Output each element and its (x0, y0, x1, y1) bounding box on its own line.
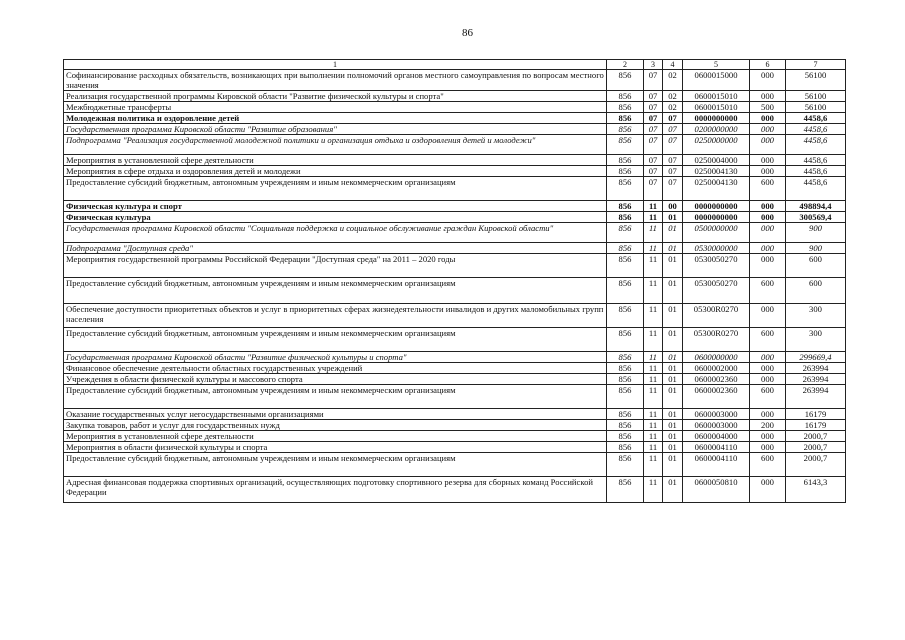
cell-expense-type: 000 (750, 254, 786, 278)
cell-name: Физическая культура (64, 212, 607, 223)
cell-subsection: 01 (663, 409, 683, 420)
cell-department: 856 (607, 453, 644, 477)
cell-subsection: 07 (663, 124, 683, 135)
cell-amount: 56100 (786, 91, 846, 102)
cell-amount: 299669,4 (786, 352, 846, 363)
cell-department: 856 (607, 304, 644, 328)
cell-subsection: 01 (663, 453, 683, 477)
cell-name: Предоставление субсидий бюджетным, автономным учреждениям и иным некоммерческим организациям (64, 328, 607, 352)
cell-target-article: 0530050270 (683, 254, 750, 278)
cell-expense-type: 000 (750, 431, 786, 442)
table-row (64, 135, 846, 155)
table-row (64, 212, 846, 223)
cell-subsection: 01 (663, 352, 683, 363)
cell-department: 856 (607, 442, 644, 453)
cell-subsection: 07 (663, 155, 683, 166)
cell-department: 856 (607, 212, 644, 223)
cell-name: Оказание государственных услуг негосударственными организациями (64, 409, 607, 420)
cell-expense-type: 000 (750, 124, 786, 135)
cell-target-article: 0600002000 (683, 363, 750, 374)
cell-name: Мероприятия в установленной сфере деятельности (64, 431, 607, 442)
cell-amount: 600 (786, 278, 846, 304)
cell-section: 11 (644, 212, 663, 223)
cell-section: 07 (644, 155, 663, 166)
cell-section: 07 (644, 177, 663, 201)
table-row (64, 374, 846, 385)
table-row (64, 278, 846, 304)
cell-department: 856 (607, 352, 644, 363)
cell-target-article: 0600015000 (683, 70, 750, 91)
table-row (64, 113, 846, 124)
cell-name: Подпрограмма "Реализация государственной молодежной политики и организация отдыха и оздоровления детей и молодежи" (64, 135, 607, 155)
cell-department: 856 (607, 70, 644, 91)
cell-name: Предоставление субсидий бюджетным, автономным учреждениям и иным некоммерческим организациям (64, 278, 607, 304)
cell-target-article: 0600004000 (683, 431, 750, 442)
cell-amount: 263994 (786, 385, 846, 409)
cell-target-article: 0600000000 (683, 352, 750, 363)
cell-target-article: 05300R0270 (683, 328, 750, 352)
cell-expense-type: 000 (750, 477, 786, 503)
column-header-name: 1 (64, 60, 607, 70)
cell-expense-type: 600 (750, 453, 786, 477)
cell-section: 11 (644, 477, 663, 503)
cell-expense-type: 000 (750, 304, 786, 328)
cell-target-article: 0600004110 (683, 442, 750, 453)
cell-department: 856 (607, 124, 644, 135)
cell-amount: 2000,7 (786, 442, 846, 453)
column-header-target-article: 5 (683, 60, 750, 70)
table-row (64, 420, 846, 431)
cell-expense-type: 200 (750, 420, 786, 431)
cell-section: 11 (644, 223, 663, 243)
cell-target-article: 0600002360 (683, 385, 750, 409)
cell-department: 856 (607, 477, 644, 503)
table-row (64, 102, 846, 113)
cell-amount: 300 (786, 304, 846, 328)
cell-subsection: 01 (663, 304, 683, 328)
cell-section: 07 (644, 91, 663, 102)
cell-section: 11 (644, 304, 663, 328)
cell-name: Подпрограмма "Доступная среда" (64, 243, 607, 254)
cell-target-article: 0000000000 (683, 113, 750, 124)
cell-department: 856 (607, 254, 644, 278)
cell-amount: 56100 (786, 70, 846, 91)
cell-section: 07 (644, 135, 663, 155)
cell-name: Государственная программа Кировской области "Развитие образования" (64, 124, 607, 135)
cell-expense-type: 000 (750, 363, 786, 374)
cell-amount: 900 (786, 243, 846, 254)
cell-amount: 300569,4 (786, 212, 846, 223)
table-row (64, 304, 846, 328)
table-header-row (64, 60, 846, 70)
column-header-department: 2 (607, 60, 644, 70)
cell-department: 856 (607, 135, 644, 155)
cell-name: Предоставление субсидий бюджетным, автономным учреждениям и иным некоммерческим организациям (64, 453, 607, 477)
cell-subsection: 01 (663, 431, 683, 442)
table-row (64, 124, 846, 135)
cell-amount: 263994 (786, 363, 846, 374)
cell-target-article: 0600004110 (683, 453, 750, 477)
cell-department: 856 (607, 409, 644, 420)
cell-department: 856 (607, 102, 644, 113)
cell-section: 07 (644, 70, 663, 91)
table-row (64, 477, 846, 503)
cell-target-article: 0600003000 (683, 420, 750, 431)
cell-name: Реализация государственной программы Кировской области "Развитие физической культуры и спорта" (64, 91, 607, 102)
cell-target-article: 0600003000 (683, 409, 750, 420)
table-row (64, 223, 846, 243)
cell-expense-type: 000 (750, 442, 786, 453)
cell-target-article: 0530050270 (683, 278, 750, 304)
cell-expense-type: 000 (750, 409, 786, 420)
cell-department: 856 (607, 155, 644, 166)
cell-target-article: 0600015010 (683, 102, 750, 113)
cell-amount: 263994 (786, 374, 846, 385)
table-row (64, 385, 846, 409)
page-number: 86 (462, 27, 473, 39)
cell-subsection: 07 (663, 166, 683, 177)
cell-name: Софинансирование расходных обязательств, возникающих при выполнении полномочий органов местного самоуправления по вопросам местного значения (64, 70, 607, 91)
cell-expense-type: 600 (750, 177, 786, 201)
column-header-expense-type: 6 (750, 60, 786, 70)
cell-department: 856 (607, 177, 644, 201)
cell-expense-type: 000 (750, 70, 786, 91)
cell-amount: 4458,6 (786, 177, 846, 201)
cell-expense-type: 000 (750, 243, 786, 254)
cell-name: Предоставление субсидий бюджетным, автономным учреждениям и иным некоммерческим организациям (64, 385, 607, 409)
cell-name: Государственная программа Кировской области "Социальная поддержка и социальное обслуживание граждан Кировской области" (64, 223, 607, 243)
cell-expense-type: 000 (750, 212, 786, 223)
cell-amount: 4458,6 (786, 166, 846, 177)
cell-department: 856 (607, 113, 644, 124)
cell-subsection: 01 (663, 477, 683, 503)
cell-expense-type: 000 (750, 155, 786, 166)
cell-department: 856 (607, 431, 644, 442)
cell-subsection: 07 (663, 135, 683, 155)
cell-section: 11 (644, 363, 663, 374)
cell-subsection: 01 (663, 223, 683, 243)
cell-target-article: 0530000000 (683, 243, 750, 254)
cell-department: 856 (607, 328, 644, 352)
cell-name: Закупка товаров, работ и услуг для государственных нужд (64, 420, 607, 431)
cell-target-article: 05300R0270 (683, 304, 750, 328)
cell-section: 07 (644, 113, 663, 124)
cell-target-article: 0250004000 (683, 155, 750, 166)
cell-name: Мероприятия в области физической культуры и спорта (64, 442, 607, 453)
cell-amount: 900 (786, 223, 846, 243)
cell-amount: 16179 (786, 420, 846, 431)
cell-subsection: 02 (663, 102, 683, 113)
table-row (64, 442, 846, 453)
cell-subsection: 01 (663, 328, 683, 352)
cell-expense-type: 000 (750, 91, 786, 102)
table-row (64, 363, 846, 374)
cell-section: 11 (644, 420, 663, 431)
cell-section: 11 (644, 278, 663, 304)
cell-subsection: 07 (663, 113, 683, 124)
cell-expense-type: 000 (750, 223, 786, 243)
cell-department: 856 (607, 278, 644, 304)
cell-subsection: 01 (663, 363, 683, 374)
cell-target-article: 0250004130 (683, 177, 750, 201)
cell-subsection: 02 (663, 70, 683, 91)
table-row (64, 352, 846, 363)
cell-section: 11 (644, 201, 663, 212)
cell-name: Молодежная политика и оздоровление детей (64, 113, 607, 124)
cell-expense-type: 000 (750, 201, 786, 212)
cell-department: 856 (607, 201, 644, 212)
cell-section: 11 (644, 352, 663, 363)
table-row (64, 91, 846, 102)
cell-subsection: 00 (663, 201, 683, 212)
cell-name: Государственная программа Кировской области "Развитие физической культуры и спорта" (64, 352, 607, 363)
cell-section: 11 (644, 442, 663, 453)
cell-expense-type: 500 (750, 102, 786, 113)
cell-subsection: 01 (663, 212, 683, 223)
cell-amount: 4458,6 (786, 113, 846, 124)
table-row (64, 328, 846, 352)
cell-subsection: 07 (663, 177, 683, 201)
cell-section: 07 (644, 124, 663, 135)
cell-amount: 6143,3 (786, 477, 846, 503)
cell-amount: 2000,7 (786, 453, 846, 477)
table-row (64, 155, 846, 166)
cell-section: 11 (644, 385, 663, 409)
cell-section: 07 (644, 166, 663, 177)
cell-target-article: 0200000000 (683, 124, 750, 135)
cell-subsection: 02 (663, 91, 683, 102)
cell-expense-type: 600 (750, 385, 786, 409)
cell-section: 11 (644, 243, 663, 254)
cell-amount: 600 (786, 254, 846, 278)
cell-name: Мероприятия в установленной сфере деятельности (64, 155, 607, 166)
cell-amount: 300 (786, 328, 846, 352)
cell-subsection: 01 (663, 254, 683, 278)
table-row (64, 177, 846, 201)
cell-amount: 16179 (786, 409, 846, 420)
cell-amount: 4458,6 (786, 135, 846, 155)
cell-amount: 4458,6 (786, 124, 846, 135)
table-row (64, 409, 846, 420)
cell-target-article: 0600015010 (683, 91, 750, 102)
cell-section: 11 (644, 409, 663, 420)
cell-subsection: 01 (663, 243, 683, 254)
cell-name: Физическая культура и спорт (64, 201, 607, 212)
cell-expense-type: 000 (750, 113, 786, 124)
cell-target-article: 0000000000 (683, 201, 750, 212)
table-row (64, 431, 846, 442)
cell-amount: 2000,7 (786, 431, 846, 442)
cell-name: Мероприятия государственной программы Российской Федерации "Доступная среда" на 2011 – 2020 годы (64, 254, 607, 278)
cell-subsection: 01 (663, 385, 683, 409)
table-row (64, 166, 846, 177)
cell-amount: 498894,4 (786, 201, 846, 212)
cell-amount: 4458,6 (786, 155, 846, 166)
cell-expense-type: 000 (750, 166, 786, 177)
cell-section: 11 (644, 254, 663, 278)
cell-expense-type: 000 (750, 352, 786, 363)
cell-section: 07 (644, 102, 663, 113)
cell-target-article: 0000000000 (683, 212, 750, 223)
cell-target-article: 0600050810 (683, 477, 750, 503)
column-header-section: 3 (644, 60, 663, 70)
cell-expense-type: 000 (750, 135, 786, 155)
table-row (64, 254, 846, 278)
cell-expense-type: 600 (750, 278, 786, 304)
cell-name: Предоставление субсидий бюджетным, автономным учреждениям и иным некоммерческим организациям (64, 177, 607, 201)
column-header-subsection: 4 (663, 60, 683, 70)
cell-section: 11 (644, 453, 663, 477)
table-row (64, 201, 846, 212)
table-row (64, 243, 846, 254)
cell-department: 856 (607, 223, 644, 243)
cell-section: 11 (644, 328, 663, 352)
cell-subsection: 01 (663, 374, 683, 385)
cell-name: Финансовое обеспечение деятельности областных государственных учреждений (64, 363, 607, 374)
cell-target-article: 0250004130 (683, 166, 750, 177)
cell-subsection: 01 (663, 278, 683, 304)
table-row (64, 70, 846, 91)
cell-section: 11 (644, 374, 663, 385)
budget-table (63, 59, 846, 503)
cell-subsection: 01 (663, 442, 683, 453)
cell-target-article: 0600002360 (683, 374, 750, 385)
cell-name: Мероприятия в сфере отдыха и оздоровления детей и молодежи (64, 166, 607, 177)
cell-department: 856 (607, 385, 644, 409)
table-row (64, 453, 846, 477)
cell-department: 856 (607, 374, 644, 385)
cell-name: Межбюджетные трансферты (64, 102, 607, 113)
cell-department: 856 (607, 166, 644, 177)
cell-expense-type: 600 (750, 328, 786, 352)
cell-department: 856 (607, 363, 644, 374)
cell-target-article: 0500000000 (683, 223, 750, 243)
cell-department: 856 (607, 243, 644, 254)
cell-name: Адресная финансовая поддержка спортивных организаций, осуществляющих подготовку спортивного резерва для сборных команд Российской Федерации (64, 477, 607, 503)
cell-target-article: 0250000000 (683, 135, 750, 155)
cell-name: Обеспечение доступности приоритетных объектов и услуг в приоритетных сферах жизнедеятельности инвалидов и других маломобильных групп населения (64, 304, 607, 328)
cell-section: 11 (644, 431, 663, 442)
cell-subsection: 01 (663, 420, 683, 431)
cell-department: 856 (607, 420, 644, 431)
cell-amount: 56100 (786, 102, 846, 113)
cell-department: 856 (607, 91, 644, 102)
cell-expense-type: 000 (750, 374, 786, 385)
column-header-amount: 7 (786, 60, 846, 70)
cell-name: Учреждения в области физической культуры и массового спорта (64, 374, 607, 385)
